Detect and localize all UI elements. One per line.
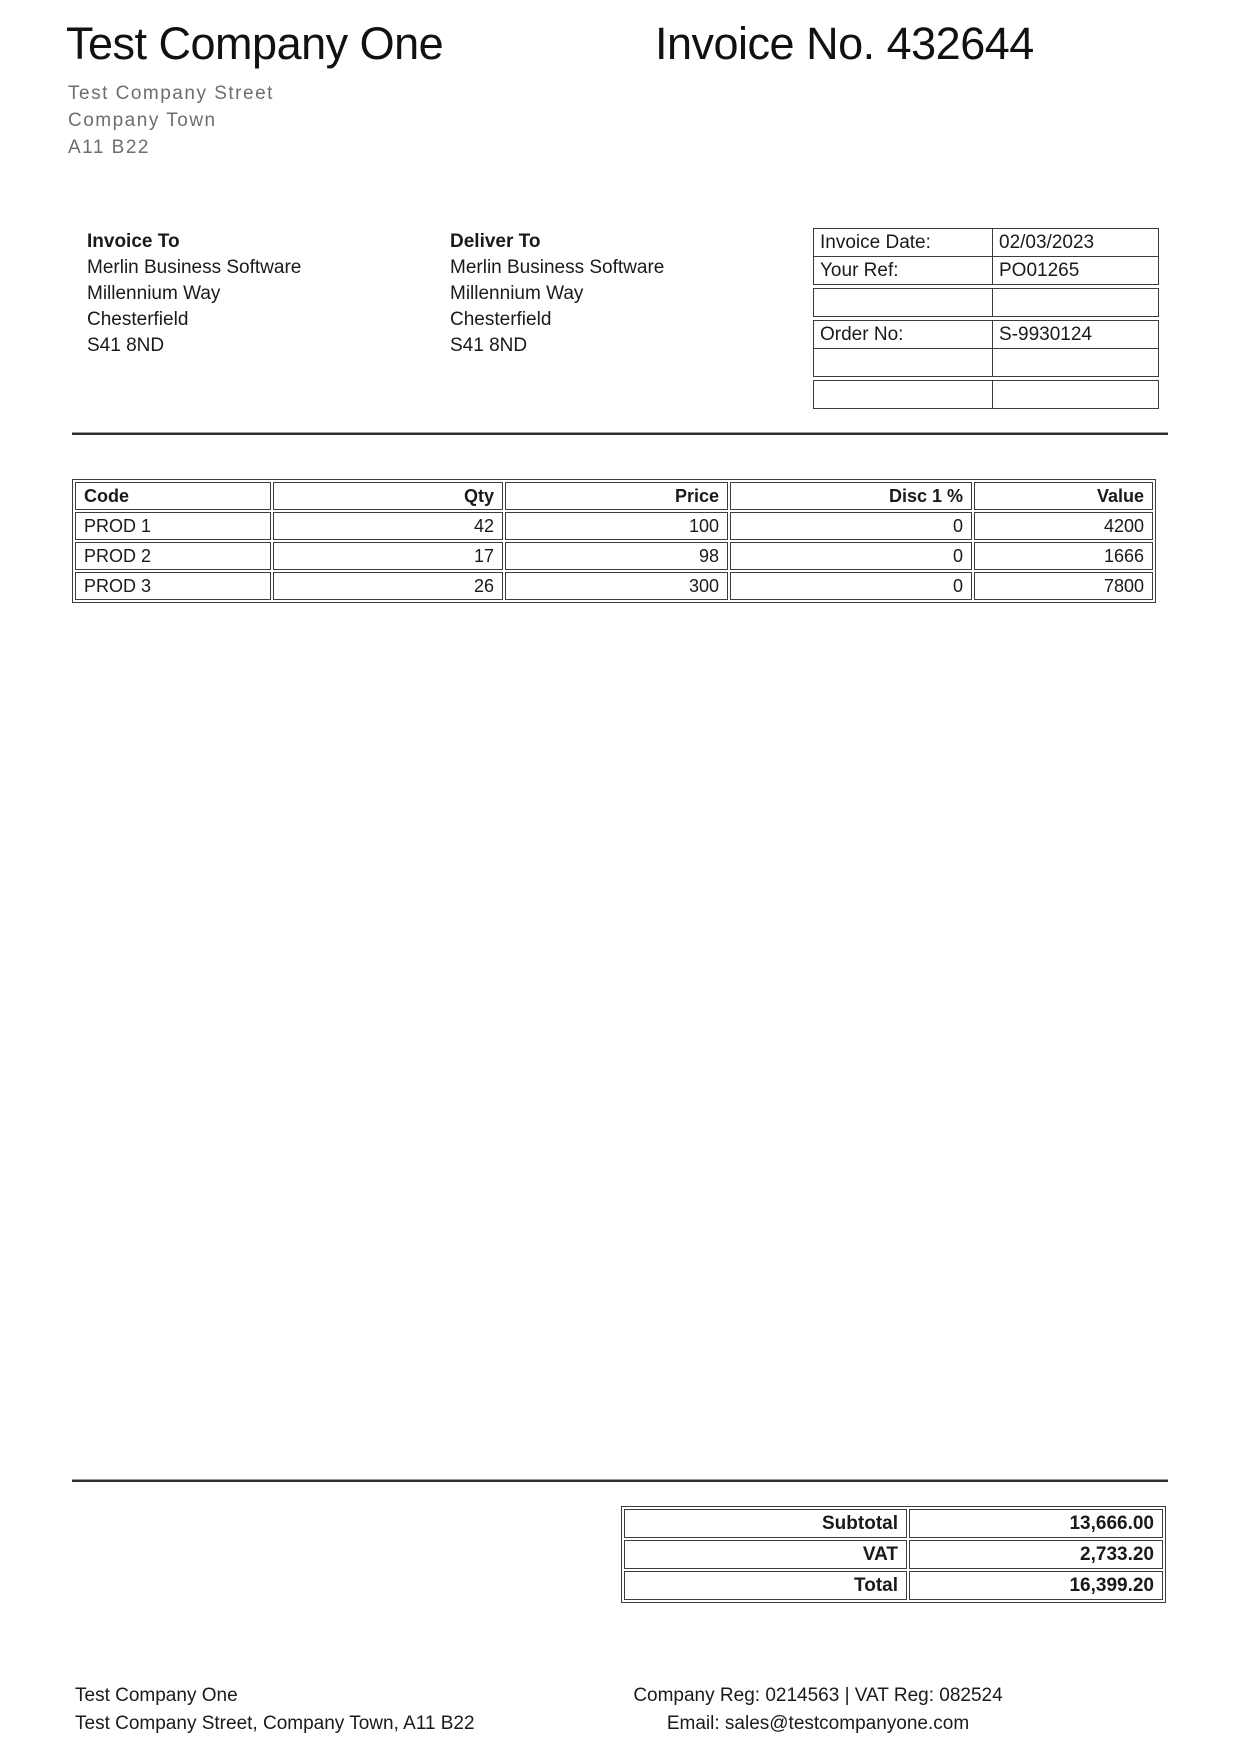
column-header-value: Value <box>974 482 1153 510</box>
item-price-cell: 98 <box>505 542 728 570</box>
invoice-to-name: Merlin Business Software <box>87 257 302 278</box>
invoice-to-postcode: S41 8ND <box>87 335 165 356</box>
company-address-street: Test Company Street <box>68 83 274 104</box>
footer-email: Email: sales@testcompanyone.com <box>666 1712 970 1734</box>
vat-row <box>624 1540 1163 1569</box>
details-empty-row <box>814 289 1159 317</box>
column-header-disc: Disc 1 % <box>730 482 972 510</box>
company-address <box>68 80 274 161</box>
item-disc-cell: 0 <box>730 542 972 570</box>
item-qty-cell: 26 <box>273 572 503 600</box>
invoice-to-block <box>87 229 301 359</box>
details-group-spacer-2 <box>813 380 1159 409</box>
deliver-to-label: Deliver To <box>450 231 541 252</box>
vat-value: 2,733.20 <box>909 1540 1163 1569</box>
your-ref-row <box>814 257 1159 285</box>
your-ref-label: Your Ref: <box>814 257 993 285</box>
invoice-number-title: Invoice No. 432644 <box>655 18 1034 69</box>
deliver-to-town: Chesterfield <box>450 309 552 330</box>
invoice-to-street: Millennium Way <box>87 283 221 304</box>
item-qty-cell: 42 <box>273 512 503 540</box>
column-header-price: Price <box>505 482 728 510</box>
invoice-to-town: Chesterfield <box>87 309 189 330</box>
total-label: Total <box>624 1571 907 1600</box>
total-row <box>624 1571 1163 1600</box>
item-value-cell: 7800 <box>974 572 1153 600</box>
line-items-table <box>72 479 1156 603</box>
details-empty-row <box>814 381 1159 409</box>
item-code-cell: PROD 2 <box>75 542 271 570</box>
details-empty-cell <box>993 349 1159 377</box>
deliver-to-name: Merlin Business Software <box>450 257 665 278</box>
vat-label: VAT <box>624 1540 907 1569</box>
item-disc-cell: 0 <box>730 512 972 540</box>
footer-company-name: Test Company One <box>75 1685 238 1706</box>
footer-company-address: Test Company Street, Company Town, A11 B22 <box>75 1712 475 1734</box>
invoice-date-row <box>814 229 1159 257</box>
footer-registration-block <box>556 1682 1080 1737</box>
totals-table <box>621 1506 1166 1603</box>
column-header-code: Code <box>75 482 271 510</box>
company-address-town: Company Town <box>68 110 217 131</box>
order-no-label: Order No: <box>814 321 993 349</box>
invoice-date-label: Invoice Date: <box>814 229 993 257</box>
column-header-qty: Qty <box>273 482 503 510</box>
details-empty-cell <box>993 381 1159 409</box>
order-no-value: S-9930124 <box>993 321 1159 349</box>
subtotal-label: Subtotal <box>624 1509 907 1538</box>
item-code-cell: PROD 3 <box>75 572 271 600</box>
footer-company-block <box>75 1682 475 1737</box>
deliver-to-postcode: S41 8ND <box>450 335 528 356</box>
company-address-postcode: A11 B22 <box>68 137 150 158</box>
item-qty-cell: 17 <box>273 542 503 570</box>
subtotal-value: 13,666.00 <box>909 1509 1163 1538</box>
item-row <box>75 572 1153 600</box>
details-empty-cell <box>993 289 1159 317</box>
details-empty-cell <box>814 381 993 409</box>
item-disc-cell: 0 <box>730 572 972 600</box>
horizontal-rule-top <box>72 432 1168 435</box>
item-value-cell: 4200 <box>974 512 1153 540</box>
deliver-to-street: Millennium Way <box>450 283 584 304</box>
invoice-to-label: Invoice To <box>87 231 180 252</box>
invoice-details-box <box>813 228 1159 412</box>
item-row <box>75 542 1153 570</box>
details-empty-cell <box>814 289 993 317</box>
item-value-cell: 1666 <box>974 542 1153 570</box>
your-ref-value: PO01265 <box>993 257 1159 285</box>
item-code-cell: PROD 1 <box>75 512 271 540</box>
footer-registration: Company Reg: 0214563 | VAT Reg: 082524 <box>633 1685 1003 1706</box>
details-group-order <box>813 320 1159 377</box>
item-price-cell: 300 <box>505 572 728 600</box>
details-empty-cell <box>814 349 993 377</box>
horizontal-rule-bottom <box>72 1479 1168 1482</box>
details-group-spacer-1 <box>813 288 1159 317</box>
company-name-title: Test Company One <box>66 18 444 69</box>
details-group-refs <box>813 228 1159 285</box>
total-value: 16,399.20 <box>909 1571 1163 1600</box>
invoice-date-value: 02/03/2023 <box>993 229 1159 257</box>
line-items-header-row <box>75 482 1153 510</box>
order-no-row <box>814 321 1159 349</box>
item-row <box>75 512 1153 540</box>
details-empty-row <box>814 349 1159 377</box>
item-price-cell: 100 <box>505 512 728 540</box>
deliver-to-block <box>450 229 664 359</box>
subtotal-row <box>624 1509 1163 1538</box>
